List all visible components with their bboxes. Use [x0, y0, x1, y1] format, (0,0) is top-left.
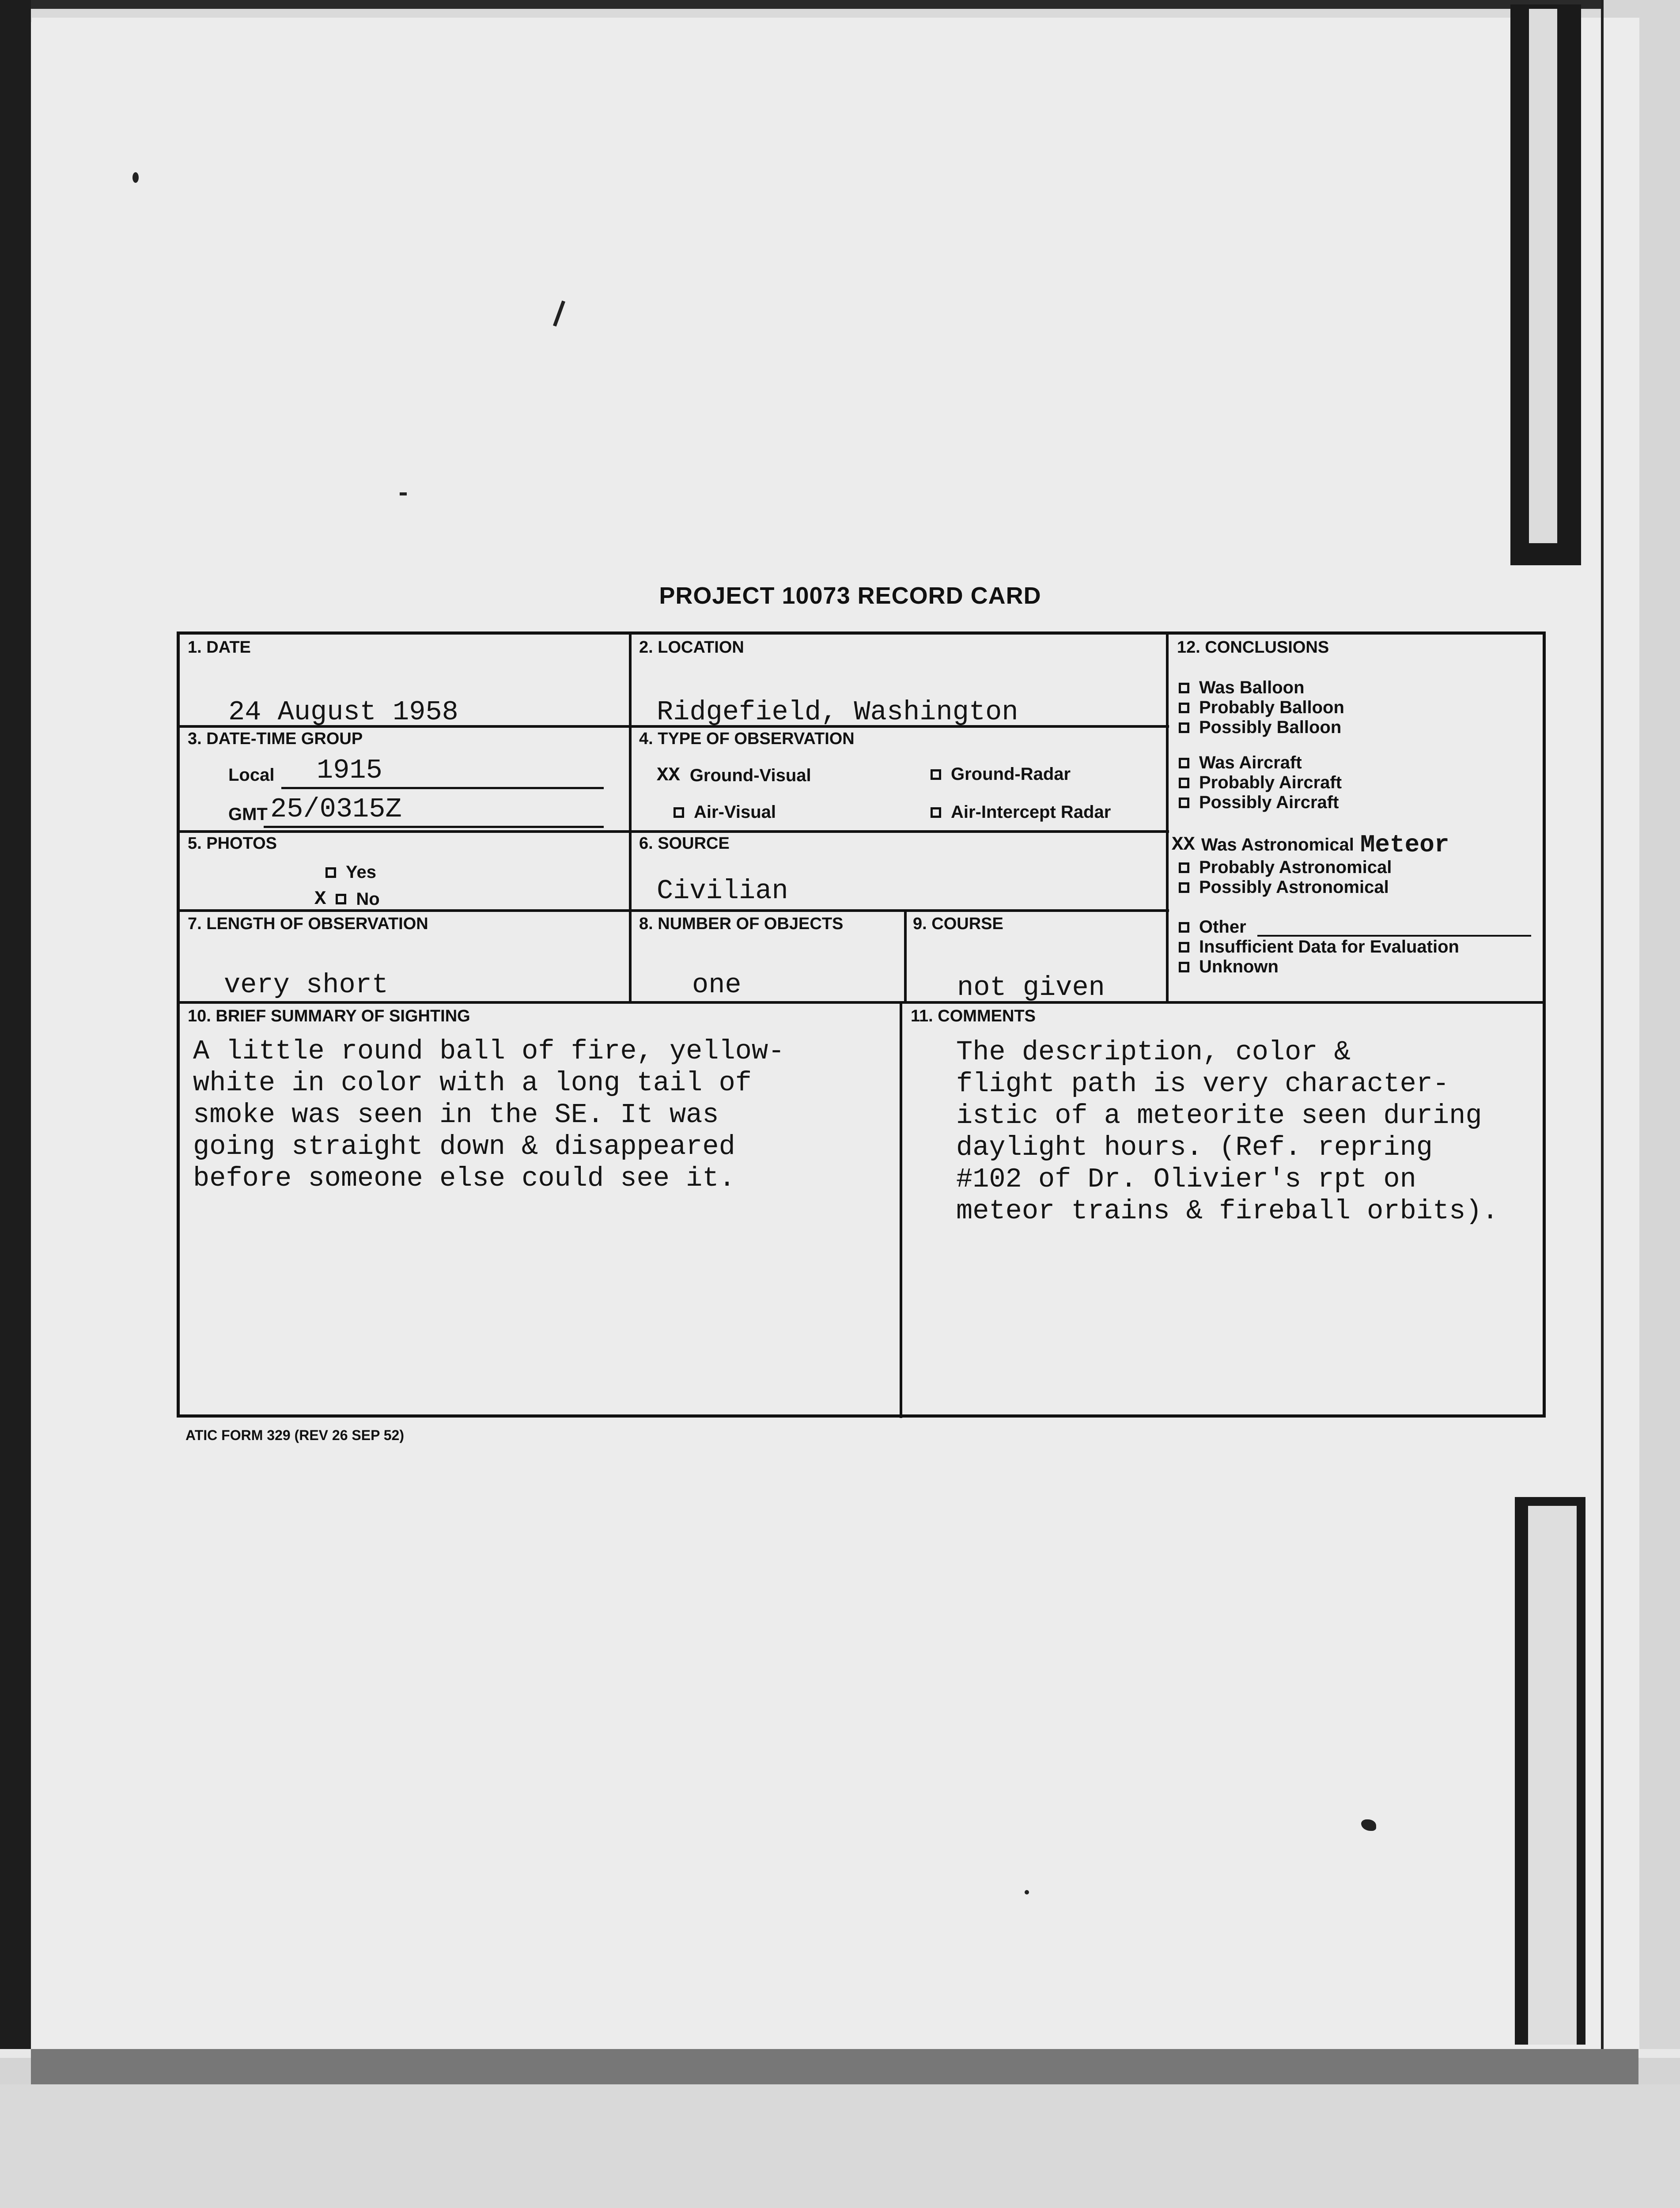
photos-yes-text: Yes [346, 862, 376, 882]
paper-edge-shadow [31, 2049, 1638, 2084]
comments-line: flight path is very character- [956, 1068, 1449, 1100]
dust-speck [400, 492, 407, 495]
local-time-value: 1915 [317, 755, 382, 786]
unknown-text: Unknown [1199, 957, 1279, 976]
local-label: Local [228, 765, 275, 785]
conclusion-insufficient-data[interactable] [1179, 937, 1459, 957]
local-underline [281, 787, 604, 789]
photos-yes-checkbox[interactable] [325, 867, 336, 878]
was-balloon-checkbox[interactable] [1179, 683, 1189, 693]
possibly-astronomical-checkbox[interactable] [1179, 882, 1189, 893]
air-intercept-radar-checkbox[interactable] [931, 807, 941, 818]
comments-label: 11. COMMENTS [911, 1007, 1036, 1025]
photos-no-checkbox[interactable] [336, 894, 346, 904]
air-visual-option[interactable] [674, 802, 776, 822]
col-divider [900, 1001, 902, 1418]
ground-radar-checkbox[interactable] [931, 769, 941, 780]
conclusion-other[interactable] [1179, 917, 1246, 937]
conclusion-possibly-astronomical[interactable] [1179, 877, 1389, 897]
was-aircraft-text: Was Aircraft [1199, 753, 1302, 772]
film-bar-top-inner [1529, 9, 1557, 543]
course-value: not given [957, 972, 1105, 1003]
card-title: PROJECT 10073 RECORD CARD [659, 582, 1041, 609]
length-value: very short [224, 969, 389, 1001]
conclusion-probably-aircraft[interactable] [1179, 773, 1342, 793]
form-identifier: ATIC FORM 329 (REV 26 SEP 52) [185, 1427, 404, 1443]
was-balloon-text: Was Balloon [1199, 678, 1305, 697]
row-divider [180, 830, 1169, 833]
ground-visual-check-mark: XX [657, 764, 680, 786]
photos-no-check-mark: X [314, 888, 326, 910]
conclusion-probably-balloon[interactable] [1179, 698, 1344, 718]
col-divider [629, 635, 632, 1001]
conclusion-was-balloon[interactable] [1179, 678, 1305, 698]
possibly-balloon-checkbox[interactable] [1179, 722, 1189, 733]
possibly-balloon-text: Possibly Balloon [1199, 718, 1342, 737]
course-label: 9. COURSE [913, 915, 1003, 933]
air-intercept-radar-option[interactable] [931, 802, 1111, 822]
meteor-note: Meteor [1360, 831, 1449, 859]
gmt-label: GMT [228, 805, 268, 824]
observation-type-label: 4. TYPE OF OBSERVATION [639, 730, 855, 748]
objects-value: one [692, 969, 742, 1001]
location-label: 2. LOCATION [639, 638, 744, 657]
was-astronomical-check-mark: XX [1172, 834, 1195, 856]
scan-edge-line [1601, 0, 1604, 2049]
conclusion-possibly-aircraft[interactable] [1179, 793, 1339, 813]
photos-yes-option[interactable] [325, 862, 376, 882]
comments-line: meteor trains & fireball orbits). [956, 1195, 1498, 1227]
row-divider [180, 1001, 1544, 1004]
ground-visual-text: Ground-Visual [689, 765, 811, 785]
summary-line: before someone else could see it. [193, 1163, 735, 1194]
ground-radar-option[interactable] [931, 764, 1071, 784]
possibly-aircraft-checkbox[interactable] [1179, 798, 1189, 808]
col-divider [1166, 635, 1169, 1003]
conclusion-probably-astronomical[interactable] [1179, 858, 1392, 877]
other-checkbox[interactable] [1179, 922, 1189, 933]
probably-aircraft-text: Probably Aircraft [1199, 773, 1342, 792]
date-value: 24 August 1958 [228, 696, 458, 728]
summary-label: 10. BRIEF SUMMARY OF SIGHTING [188, 1007, 470, 1025]
source-value: Civilian [657, 875, 788, 907]
unknown-checkbox[interactable] [1179, 962, 1189, 972]
summary-line: going straight down & disappeared [193, 1131, 735, 1162]
insufficient-data-checkbox[interactable] [1179, 942, 1189, 953]
conclusion-was-astronomical[interactable] [1172, 831, 1449, 859]
comments-line: The description, color & [956, 1036, 1351, 1068]
was-astronomical-text: Was Astronomical [1201, 835, 1354, 854]
was-aircraft-checkbox[interactable] [1179, 758, 1189, 768]
date-label: 1. DATE [188, 638, 251, 657]
ground-radar-text: Ground-Radar [951, 764, 1071, 784]
comments-line: daylight hours. (Ref. repring [956, 1132, 1433, 1163]
insufficient-data-text: Insufficient Data for Evaluation [1199, 937, 1459, 957]
record-card [177, 631, 1546, 1418]
comments-line: istic of a meteorite seen during [956, 1100, 1482, 1131]
probably-balloon-text: Probably Balloon [1199, 698, 1344, 717]
comments-line: #102 of Dr. Olivier's rpt on [956, 1164, 1416, 1195]
photos-no-text: No [356, 889, 380, 909]
length-label: 7. LENGTH OF OBSERVATION [188, 915, 428, 933]
summary-line: smoke was seen in the SE. It was [193, 1099, 719, 1130]
col-divider [904, 909, 907, 1002]
ground-visual-option[interactable] [657, 764, 811, 786]
photos-no-option[interactable] [314, 888, 380, 910]
source-label: 6. SOURCE [639, 834, 730, 853]
gmt-time-value: 25/0315Z [270, 794, 402, 825]
other-underline [1257, 935, 1531, 937]
air-intercept-radar-text: Air-Intercept Radar [951, 802, 1111, 822]
dust-speck [1025, 1890, 1029, 1894]
film-bar-bottom-inner [1528, 1506, 1577, 2045]
air-visual-checkbox[interactable] [674, 807, 684, 818]
dust-speck [132, 172, 139, 183]
objects-label: 8. NUMBER OF OBJECTS [639, 915, 844, 933]
possibly-aircraft-text: Possibly Aircraft [1199, 793, 1339, 812]
probably-aircraft-checkbox[interactable] [1179, 778, 1189, 788]
gmt-underline [264, 826, 604, 828]
scan-frame-left [0, 0, 31, 2049]
probably-balloon-checkbox[interactable] [1179, 703, 1189, 713]
conclusion-was-aircraft[interactable] [1179, 753, 1302, 773]
underlying-page [0, 2084, 1680, 2208]
possibly-astronomical-text: Possibly Astronomical [1199, 877, 1389, 897]
dtg-label: 3. DATE-TIME GROUP [188, 730, 363, 748]
location-value: Ridgefield, Washington [657, 696, 1018, 728]
other-text: Other [1199, 917, 1246, 937]
probably-astronomical-text: Probably Astronomical [1199, 858, 1392, 877]
air-visual-text: Air-Visual [694, 802, 776, 822]
conclusion-possibly-balloon[interactable] [1179, 718, 1341, 737]
conclusions-label: 12. CONCLUSIONS [1177, 638, 1329, 657]
conclusion-unknown[interactable] [1179, 957, 1279, 977]
summary-line: white in color with a long tail of [193, 1067, 752, 1099]
photos-label: 5. PHOTOS [188, 834, 277, 853]
probably-astronomical-checkbox[interactable] [1179, 862, 1189, 873]
summary-line: A little round ball of fire, yellow- [193, 1036, 785, 1067]
